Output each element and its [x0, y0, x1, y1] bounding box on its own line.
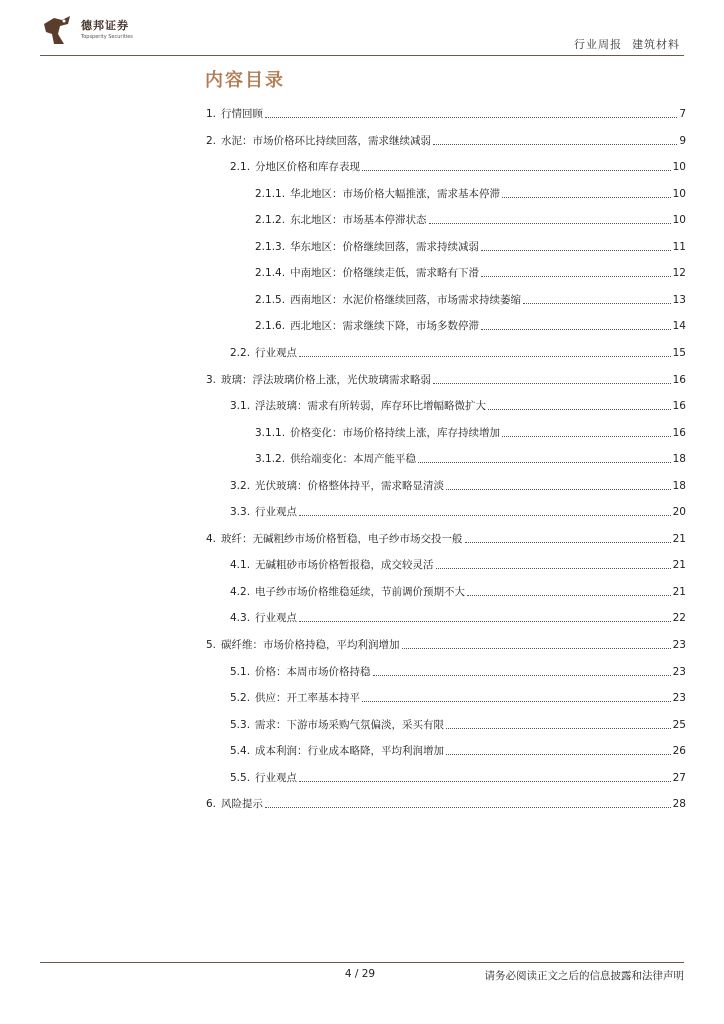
toc-entry-page: 14 — [672, 320, 686, 333]
toc-entry-number: 3. — [206, 373, 217, 386]
toc-entry[interactable] — [230, 159, 686, 175]
toc-entry[interactable] — [230, 478, 686, 494]
toc-entry-title: 玻纤：无碱粗纱市场价格暂稳，电子纱市场交投一般 — [221, 532, 463, 545]
toc-dot-leader — [418, 462, 671, 463]
toc-entry-title: 无碱粗砂市场价格暂报稳，成交较灵活 — [255, 559, 434, 572]
toc-dot-leader — [436, 568, 671, 569]
toc-entry[interactable] — [206, 796, 686, 812]
toc-entry-page: 9 — [679, 134, 686, 147]
header-meta — [574, 36, 680, 52]
toc-entry-number: 4.1. — [230, 559, 251, 572]
toc-entry-title: 西北地区：需求继续下降，市场多数停滞 — [290, 320, 480, 333]
toc-entry-title: 光伏玻璃：价格整体持平，需求略显清淡 — [255, 479, 445, 492]
toc-entry-title: 电子纱市场价格维稳延续，节前调价预期不大 — [255, 585, 466, 598]
toc-entry-page: 10 — [672, 187, 686, 200]
toc-entry-page: 10 — [672, 214, 686, 227]
toc-entry[interactable] — [255, 318, 686, 334]
logo-text-en: Topsperity Securities — [81, 34, 133, 40]
toc-entry[interactable] — [255, 265, 686, 281]
toc-dot-leader — [362, 170, 671, 171]
toc-entry-page: 18 — [672, 479, 686, 492]
toc-entry-title: 碳纤维：市场价格持稳，平均利润增加 — [221, 639, 400, 651]
toc-dot-leader — [299, 356, 671, 357]
toc-dot-leader — [446, 489, 671, 490]
toc-entry-title: 价格变化：市场价格持续上涨，库存持续增加 — [290, 426, 501, 439]
toc-entry-title: 行业观点 — [255, 346, 298, 359]
toc-entry-number: 5. — [206, 639, 217, 651]
toc-dot-leader — [433, 144, 677, 145]
toc-entry-title: 行业观点 — [255, 771, 298, 784]
toc-entry-title: 东北地区：市场基本停滞状态 — [290, 214, 427, 227]
toc-entry[interactable] — [255, 212, 686, 228]
toc-entry-page: 27 — [672, 771, 686, 784]
toc-entry-number: 6. — [206, 798, 217, 811]
toc-entry-page: 15 — [672, 346, 686, 359]
toc-dot-leader — [481, 276, 671, 277]
toc-entry-number: 3.1. — [230, 400, 251, 413]
toc-entry-number: 2.1.2. — [255, 214, 286, 227]
toc-entry-number: 4.2. — [230, 585, 251, 598]
toc-dot-leader — [502, 436, 671, 437]
toc-entry[interactable] — [230, 717, 686, 733]
toc-entry-number: 4. — [206, 532, 217, 545]
toc-entry-page: 23 — [672, 692, 686, 705]
toc-entry-title: 玻璃：浮法玻璃价格上涨，光伏玻璃需求略弱 — [221, 373, 432, 386]
header-divider — [40, 55, 684, 56]
toc-dot-leader — [299, 621, 671, 622]
toc-entry-page: 21 — [672, 559, 686, 572]
toc-entry-number: 4.3. — [230, 612, 251, 625]
footer-divider — [40, 962, 684, 963]
toc-dot-leader — [265, 117, 677, 118]
toc-entry-title: 华东地区：价格继续回落，需求持续减弱 — [290, 240, 480, 253]
toc-dot-leader — [429, 223, 671, 224]
toc-entry-title: 行情回顾 — [221, 108, 264, 120]
toc-entry[interactable] — [255, 425, 686, 441]
toc-dot-leader — [299, 515, 671, 516]
report-type: 行业周报 — [574, 38, 622, 51]
toc-entry-number: 2.1.5. — [255, 293, 286, 306]
toc-entry[interactable] — [206, 372, 686, 388]
toc-entry[interactable] — [230, 770, 686, 786]
toc-entry-page: 16 — [672, 400, 686, 413]
toc-entry-page: 21 — [672, 585, 686, 598]
toc-dot-leader — [373, 675, 671, 676]
toc-dot-leader — [467, 595, 671, 596]
toc-dot-leader — [446, 728, 671, 729]
toc-entry-number: 5.3. — [230, 718, 251, 731]
toc-entry[interactable] — [206, 531, 686, 547]
toc-entry-number: 5.2. — [230, 692, 251, 705]
toc-entry-number: 2.1.1. — [255, 187, 286, 200]
toc-dot-leader — [362, 701, 671, 702]
toc-entry[interactable] — [255, 292, 686, 308]
logo-text-cn: 德邦证券 — [81, 19, 129, 32]
toc-entry[interactable] — [230, 557, 686, 573]
toc-entry-page: 7 — [679, 108, 686, 120]
toc-dot-leader — [481, 250, 671, 251]
toc-entry-number: 2.2. — [230, 346, 251, 359]
toc-dot-leader — [299, 781, 671, 782]
toc-entry[interactable] — [230, 743, 686, 759]
toc-entry-page: 10 — [672, 161, 686, 174]
toc-dot-leader — [488, 409, 671, 410]
toc-entry-title: 成本利润：行业成本略降，平均利润增加 — [255, 745, 445, 758]
toc-entry-page: 16 — [672, 373, 686, 386]
toc-entry-title: 水泥：市场价格环比持续回落，需求继续减弱 — [221, 134, 432, 147]
toc-entry-page: 23 — [672, 639, 686, 651]
toc-entry-number: 3.2. — [230, 479, 251, 492]
toc-entry-page: 23 — [672, 665, 686, 678]
toc-dot-leader — [481, 329, 671, 330]
logo-mark-icon — [40, 14, 74, 48]
toc-dot-leader — [502, 197, 671, 198]
toc-entry[interactable] — [230, 690, 686, 706]
toc-entry-number: 5.5. — [230, 771, 251, 784]
page-number: 4 / 29 — [344, 968, 376, 980]
toc-entry-page: 21 — [672, 532, 686, 545]
toc-entry-number: 5.4. — [230, 745, 251, 758]
toc-entry-title: 供给端变化：本周产能平稳 — [290, 453, 417, 466]
toc-entry-title: 西南地区：水泥价格继续回落，市场需求持续萎缩 — [290, 293, 522, 306]
toc-entry[interactable] — [206, 133, 686, 149]
toc-entry-page: 25 — [672, 718, 686, 731]
toc-entry[interactable] — [206, 106, 686, 122]
toc-entry-title: 浮法玻璃：需求有所转弱，库存环比增幅略微扩大 — [255, 400, 487, 413]
toc-entry-page: 22 — [672, 612, 686, 625]
toc-entry-page: 12 — [672, 267, 686, 280]
toc-entry-title: 价格：本周市场价格持稳 — [255, 665, 371, 678]
toc-entry-number: 3.3. — [230, 506, 251, 519]
toc-entry-title: 行业观点 — [255, 612, 298, 625]
toc-entry-number: 3.1.2. — [255, 453, 286, 466]
toc-dot-leader — [402, 648, 671, 649]
toc-entry-number: 2.1.4. — [255, 267, 286, 280]
toc-entry-page: 26 — [672, 745, 686, 758]
toc-entry-page: 20 — [672, 506, 686, 519]
toc-entry-title: 需求：下游市场采购气氛偏淡，采买有限 — [255, 718, 445, 731]
toc-entry[interactable] — [230, 664, 686, 680]
toc-entry[interactable] — [206, 637, 686, 653]
toc-entry-number: 2.1.6. — [255, 320, 286, 333]
toc-entry-title: 分地区价格和库存表现 — [255, 161, 361, 174]
toc-entry-title: 行业观点 — [255, 506, 298, 519]
toc-entry-page: 18 — [672, 453, 686, 466]
toc-entry[interactable] — [230, 345, 686, 361]
toc-entry-page: 11 — [672, 240, 686, 253]
toc-dot-leader — [433, 383, 671, 384]
toc-entry[interactable] — [230, 610, 686, 626]
toc-entry-number: 5.1. — [230, 665, 251, 678]
toc-entry-page: 13 — [672, 293, 686, 306]
toc-entry-title: 中南地区：价格继续走低，需求略有下滑 — [290, 267, 480, 280]
toc-entry[interactable] — [230, 398, 686, 414]
toc-entry-number: 2.1.3. — [255, 240, 286, 253]
toc-entry-page: 16 — [672, 426, 686, 439]
toc-entry-page: 28 — [672, 798, 686, 811]
toc-title: 内容目录 — [205, 70, 285, 91]
toc-entry[interactable] — [255, 186, 686, 202]
toc-entry-title: 供应：开工率基本持平 — [255, 692, 361, 705]
toc-entry-number: 2.1. — [230, 161, 251, 174]
toc-entry-number: 2. — [206, 134, 217, 147]
industry-name: 建筑材料 — [632, 38, 680, 51]
toc-entry-number: 3.1.1. — [255, 426, 286, 439]
toc-entry-title: 风险提示 — [221, 798, 264, 811]
toc-dot-leader — [265, 807, 671, 808]
toc-dot-leader — [446, 754, 671, 755]
toc-entry-title: 华北地区：市场价格大幅推涨，需求基本停滞 — [290, 187, 501, 200]
toc-entry-number: 1. — [206, 108, 217, 120]
toc-entry[interactable] — [255, 451, 686, 467]
company-logo — [40, 14, 160, 48]
toc-dot-leader — [523, 303, 671, 304]
toc-dot-leader — [465, 542, 671, 543]
toc-entry[interactable] — [230, 504, 686, 520]
toc-entry[interactable] — [230, 584, 686, 600]
disclaimer-text: 请务必阅读正文之后的信息披露和法律声明 — [484, 970, 684, 982]
toc-entry[interactable] — [255, 239, 686, 255]
